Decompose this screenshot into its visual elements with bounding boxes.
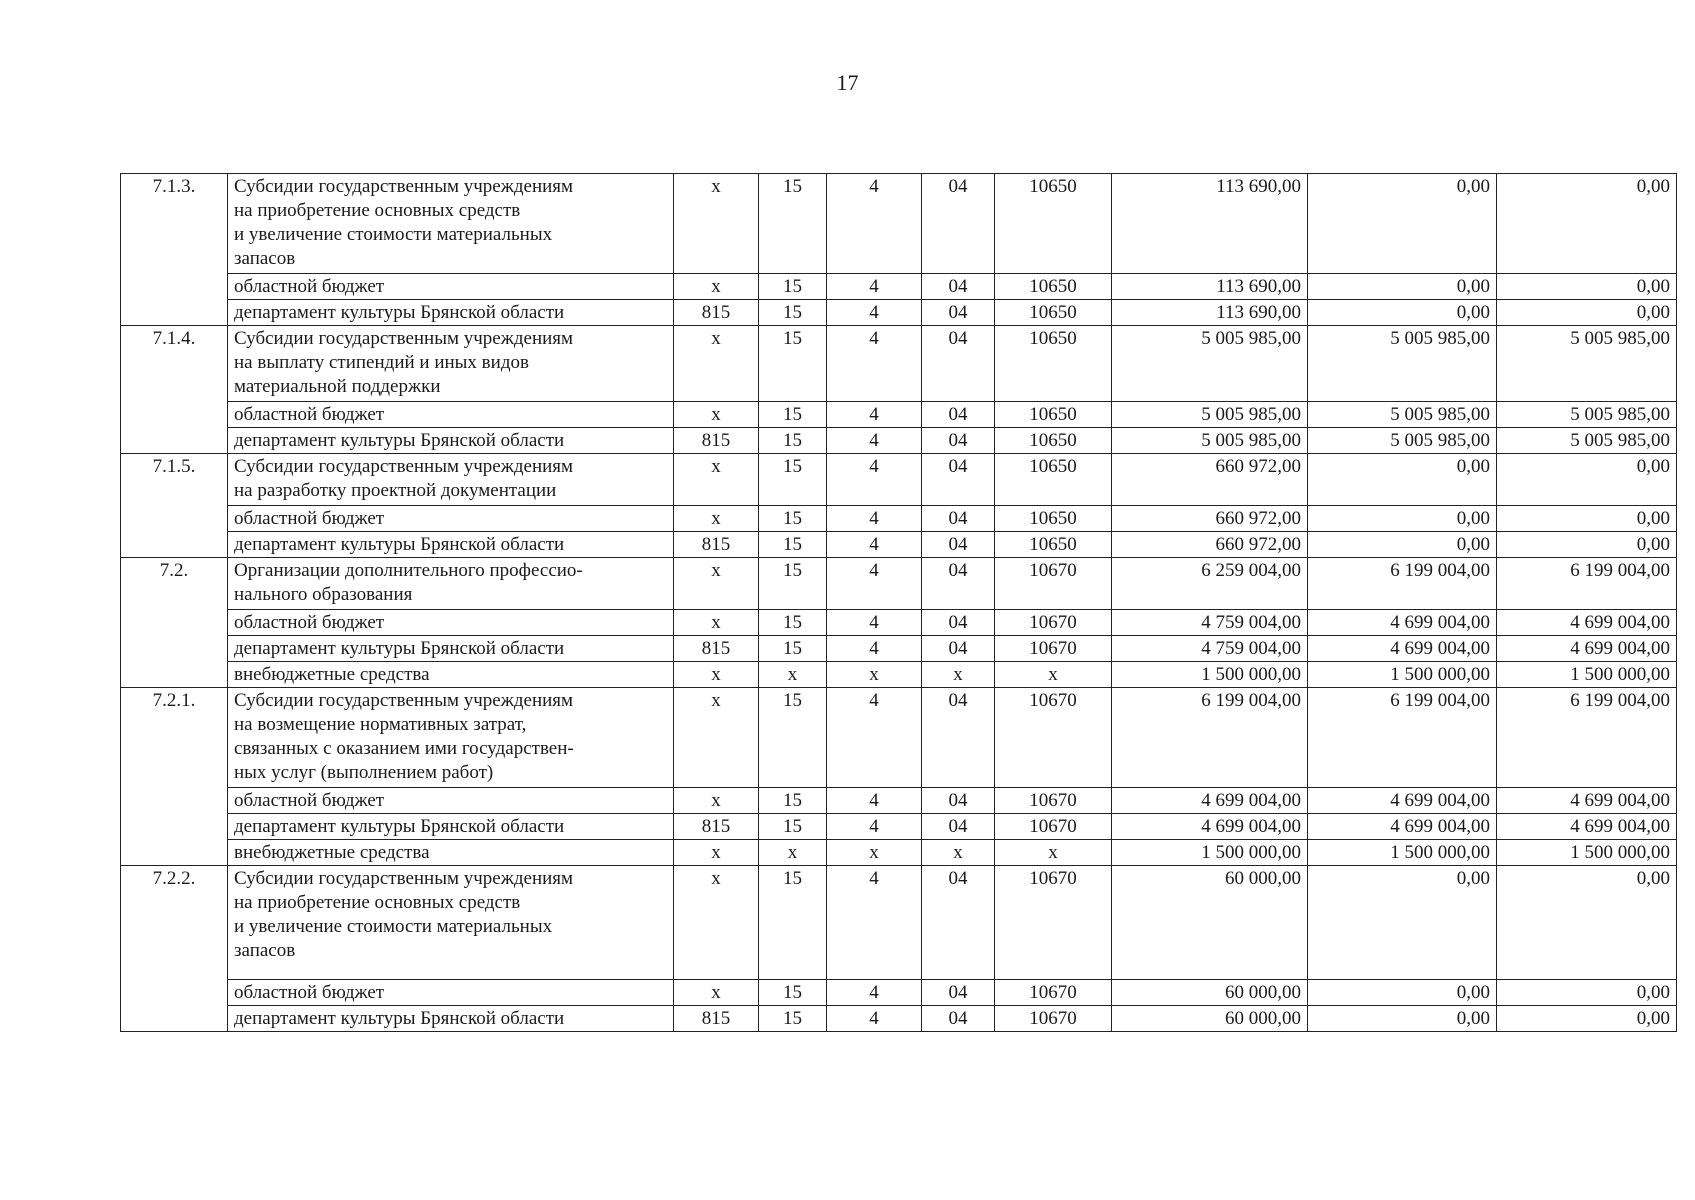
code-subprogram: 4 xyxy=(827,788,922,814)
code-section: 04 xyxy=(922,532,995,558)
amount-year-3: 5 005 985,00 xyxy=(1497,326,1677,402)
code-direction: 10650 xyxy=(995,454,1112,506)
code-subprogram: 4 xyxy=(827,274,922,300)
table-row xyxy=(121,402,1677,428)
amount-year-2: 4 699 004,00 xyxy=(1308,610,1497,636)
row-name: Организации дополнительного профессио- нального образования xyxy=(228,558,674,610)
code-section: 04 xyxy=(922,558,995,610)
amount-year-3: 0,00 xyxy=(1497,300,1677,326)
row-name: департамент культуры Брянской области xyxy=(228,428,674,454)
table-row xyxy=(121,428,1677,454)
amount-year-2: 0,00 xyxy=(1308,300,1497,326)
code-section: 04 xyxy=(922,788,995,814)
row-name: Субсидии государственным учреждениям на приобретение основных средств и увеличение стоимости материальных запасов xyxy=(228,174,674,274)
amount-year-3: 0,00 xyxy=(1497,866,1677,980)
row-name: Субсидии государственным учреждениям на разработку проектной документации xyxy=(228,454,674,506)
code-ministry: х xyxy=(674,980,759,1006)
table-row xyxy=(121,814,1677,840)
code-subprogram: 4 xyxy=(827,402,922,428)
code-program: 15 xyxy=(759,532,827,558)
amount-year-1: 60 000,00 xyxy=(1112,1006,1308,1032)
amount-year-3: 4 699 004,00 xyxy=(1497,610,1677,636)
code-section: 04 xyxy=(922,814,995,840)
amount-year-2: 5 005 985,00 xyxy=(1308,428,1497,454)
table-row xyxy=(121,788,1677,814)
code-program: 15 xyxy=(759,866,827,980)
table-row xyxy=(121,840,1677,866)
table-row xyxy=(121,558,1677,610)
amount-year-2: 6 199 004,00 xyxy=(1308,558,1497,610)
code-ministry: х xyxy=(674,688,759,788)
code-section: 04 xyxy=(922,688,995,788)
amount-year-2: 4 699 004,00 xyxy=(1308,788,1497,814)
code-subprogram: 4 xyxy=(827,688,922,788)
code-subprogram: 4 xyxy=(827,866,922,980)
amount-year-3: 1 500 000,00 xyxy=(1497,662,1677,688)
code-section: 04 xyxy=(922,454,995,506)
amount-year-2: 0,00 xyxy=(1308,274,1497,300)
table-row xyxy=(121,636,1677,662)
amount-year-3: 0,00 xyxy=(1497,454,1677,506)
code-subprogram: 4 xyxy=(827,454,922,506)
code-program: 15 xyxy=(759,174,827,274)
item-number: 7.1.3. xyxy=(121,174,228,326)
row-name: Субсидии государственным учреждениям на выплату стипендий и иных видов материальной поддержки xyxy=(228,326,674,402)
item-number: 7.2. xyxy=(121,558,228,688)
amount-year-1: 60 000,00 xyxy=(1112,980,1308,1006)
code-program: х xyxy=(759,662,827,688)
code-section: 04 xyxy=(922,326,995,402)
code-ministry: х xyxy=(674,506,759,532)
amount-year-3: 0,00 xyxy=(1497,1006,1677,1032)
amount-year-1: 660 972,00 xyxy=(1112,454,1308,506)
code-ministry: х xyxy=(674,866,759,980)
row-name: Субсидии государственным учреждениям на приобретение основных средств и увеличение стоимости материальных запасов xyxy=(228,866,674,980)
row-name: областной бюджет xyxy=(228,980,674,1006)
code-ministry: 815 xyxy=(674,300,759,326)
code-direction: 10650 xyxy=(995,402,1112,428)
amount-year-1: 660 972,00 xyxy=(1112,532,1308,558)
code-ministry: х xyxy=(674,326,759,402)
table-row xyxy=(121,866,1677,980)
code-ministry: 815 xyxy=(674,814,759,840)
item-number: 7.2.1. xyxy=(121,688,228,866)
amount-year-2: 6 199 004,00 xyxy=(1308,688,1497,788)
code-subprogram: 4 xyxy=(827,558,922,610)
amount-year-1: 60 000,00 xyxy=(1112,866,1308,980)
amount-year-2: 1 500 000,00 xyxy=(1308,840,1497,866)
amount-year-1: 4 759 004,00 xyxy=(1112,636,1308,662)
code-ministry: х xyxy=(674,558,759,610)
code-ministry: 815 xyxy=(674,428,759,454)
row-name: внебюджетные средства xyxy=(228,662,674,688)
code-direction: 10650 xyxy=(995,428,1112,454)
budget-table xyxy=(120,173,1677,1032)
row-name: департамент культуры Брянской области xyxy=(228,814,674,840)
code-section: 04 xyxy=(922,1006,995,1032)
table-row xyxy=(121,300,1677,326)
code-program: 15 xyxy=(759,300,827,326)
code-subprogram: 4 xyxy=(827,326,922,402)
amount-year-2: 4 699 004,00 xyxy=(1308,814,1497,840)
amount-year-1: 4 699 004,00 xyxy=(1112,814,1308,840)
table-body xyxy=(121,174,1677,1032)
code-subprogram: 4 xyxy=(827,428,922,454)
code-section: 04 xyxy=(922,506,995,532)
code-section: 04 xyxy=(922,980,995,1006)
code-section: 04 xyxy=(922,866,995,980)
row-name: внебюджетные средства xyxy=(228,840,674,866)
amount-year-1: 113 690,00 xyxy=(1112,174,1308,274)
code-direction: 10670 xyxy=(995,980,1112,1006)
item-number: 7.2.2. xyxy=(121,866,228,1032)
amount-year-3: 5 005 985,00 xyxy=(1497,402,1677,428)
code-ministry: 815 xyxy=(674,1006,759,1032)
code-direction: 10670 xyxy=(995,558,1112,610)
row-name: департамент культуры Брянской области xyxy=(228,532,674,558)
row-name: областной бюджет xyxy=(228,788,674,814)
code-direction: 10670 xyxy=(995,688,1112,788)
code-section: 04 xyxy=(922,636,995,662)
code-subprogram: х xyxy=(827,662,922,688)
row-name: департамент культуры Брянской области xyxy=(228,636,674,662)
code-program: х xyxy=(759,840,827,866)
code-subprogram: 4 xyxy=(827,506,922,532)
code-subprogram: х xyxy=(827,840,922,866)
code-ministry: х xyxy=(674,610,759,636)
code-program: 15 xyxy=(759,454,827,506)
code-program: 15 xyxy=(759,688,827,788)
table-row xyxy=(121,662,1677,688)
code-program: 15 xyxy=(759,1006,827,1032)
code-ministry: х xyxy=(674,402,759,428)
code-direction: 10670 xyxy=(995,788,1112,814)
amount-year-3: 1 500 000,00 xyxy=(1497,840,1677,866)
code-ministry: 815 xyxy=(674,636,759,662)
code-direction: 10650 xyxy=(995,174,1112,274)
amount-year-3: 4 699 004,00 xyxy=(1497,788,1677,814)
code-program: 15 xyxy=(759,788,827,814)
code-ministry: х xyxy=(674,454,759,506)
code-ministry: х xyxy=(674,788,759,814)
code-ministry: х xyxy=(674,174,759,274)
code-section: 04 xyxy=(922,402,995,428)
code-subprogram: 4 xyxy=(827,1006,922,1032)
code-program: 15 xyxy=(759,814,827,840)
item-number: 7.1.5. xyxy=(121,454,228,558)
amount-year-2: 1 500 000,00 xyxy=(1308,662,1497,688)
amount-year-2: 0,00 xyxy=(1308,454,1497,506)
code-direction: 10650 xyxy=(995,532,1112,558)
code-direction: 10670 xyxy=(995,866,1112,980)
code-program: 15 xyxy=(759,980,827,1006)
code-program: 15 xyxy=(759,402,827,428)
amount-year-2: 0,00 xyxy=(1308,866,1497,980)
row-name: областной бюджет xyxy=(228,610,674,636)
amount-year-3: 4 699 004,00 xyxy=(1497,636,1677,662)
amount-year-1: 6 199 004,00 xyxy=(1112,688,1308,788)
amount-year-3: 4 699 004,00 xyxy=(1497,814,1677,840)
row-name: департамент культуры Брянской области xyxy=(228,300,674,326)
amount-year-3: 0,00 xyxy=(1497,274,1677,300)
code-direction: 10650 xyxy=(995,300,1112,326)
row-name: областной бюджет xyxy=(228,274,674,300)
code-program: 15 xyxy=(759,428,827,454)
table-row xyxy=(121,274,1677,300)
amount-year-1: 113 690,00 xyxy=(1112,300,1308,326)
code-subprogram: 4 xyxy=(827,532,922,558)
table-row xyxy=(121,610,1677,636)
amount-year-2: 0,00 xyxy=(1308,174,1497,274)
amount-year-2: 0,00 xyxy=(1308,532,1497,558)
code-section: 04 xyxy=(922,428,995,454)
code-subprogram: 4 xyxy=(827,174,922,274)
code-section: 04 xyxy=(922,300,995,326)
code-subprogram: 4 xyxy=(827,300,922,326)
code-direction: 10650 xyxy=(995,506,1112,532)
code-program: 15 xyxy=(759,636,827,662)
amount-year-1: 660 972,00 xyxy=(1112,506,1308,532)
code-direction: х xyxy=(995,840,1112,866)
amount-year-1: 5 005 985,00 xyxy=(1112,428,1308,454)
code-program: 15 xyxy=(759,326,827,402)
amount-year-3: 5 005 985,00 xyxy=(1497,428,1677,454)
code-program: 15 xyxy=(759,558,827,610)
amount-year-3: 6 199 004,00 xyxy=(1497,688,1677,788)
amount-year-2: 0,00 xyxy=(1308,1006,1497,1032)
table-row xyxy=(121,980,1677,1006)
code-program: 15 xyxy=(759,610,827,636)
code-program: 15 xyxy=(759,274,827,300)
item-number: 7.1.4. xyxy=(121,326,228,454)
code-direction: 10670 xyxy=(995,610,1112,636)
amount-year-1: 4 759 004,00 xyxy=(1112,610,1308,636)
code-section: 04 xyxy=(922,274,995,300)
table-row xyxy=(121,1006,1677,1032)
amount-year-2: 0,00 xyxy=(1308,980,1497,1006)
table-row xyxy=(121,454,1677,506)
code-section: х xyxy=(922,840,995,866)
code-subprogram: 4 xyxy=(827,610,922,636)
code-section: 04 xyxy=(922,174,995,274)
code-subprogram: 4 xyxy=(827,980,922,1006)
amount-year-3: 0,00 xyxy=(1497,980,1677,1006)
amount-year-3: 0,00 xyxy=(1497,506,1677,532)
amount-year-2: 5 005 985,00 xyxy=(1308,402,1497,428)
amount-year-2: 0,00 xyxy=(1308,506,1497,532)
table-row xyxy=(121,688,1677,788)
table-row xyxy=(121,326,1677,402)
amount-year-1: 5 005 985,00 xyxy=(1112,326,1308,402)
code-direction: х xyxy=(995,662,1112,688)
amount-year-1: 6 259 004,00 xyxy=(1112,558,1308,610)
amount-year-3: 0,00 xyxy=(1497,174,1677,274)
code-ministry: х xyxy=(674,662,759,688)
table-row xyxy=(121,506,1677,532)
page-number: 17 xyxy=(836,70,859,95)
code-direction: 10670 xyxy=(995,814,1112,840)
row-name: областной бюджет xyxy=(228,506,674,532)
table-row xyxy=(121,174,1677,274)
row-name: областной бюджет xyxy=(228,402,674,428)
code-program: 15 xyxy=(759,506,827,532)
code-ministry: 815 xyxy=(674,532,759,558)
amount-year-1: 4 699 004,00 xyxy=(1112,788,1308,814)
amount-year-1: 5 005 985,00 xyxy=(1112,402,1308,428)
code-direction: 10650 xyxy=(995,274,1112,300)
row-name: департамент культуры Брянской области xyxy=(228,1006,674,1032)
amount-year-2: 5 005 985,00 xyxy=(1308,326,1497,402)
amount-year-1: 1 500 000,00 xyxy=(1112,662,1308,688)
amount-year-3: 6 199 004,00 xyxy=(1497,558,1677,610)
amount-year-1: 1 500 000,00 xyxy=(1112,840,1308,866)
code-subprogram: 4 xyxy=(827,636,922,662)
code-ministry: х xyxy=(674,274,759,300)
code-ministry: х xyxy=(674,840,759,866)
code-direction: 10670 xyxy=(995,1006,1112,1032)
row-name: Субсидии государственным учреждениям на возмещение нормативных затрат, связанных с оказанием ими государствен- ных услуг (выполнением работ) xyxy=(228,688,674,788)
amount-year-1: 113 690,00 xyxy=(1112,274,1308,300)
code-direction: 10670 xyxy=(995,636,1112,662)
table-row xyxy=(121,532,1677,558)
code-subprogram: 4 xyxy=(827,814,922,840)
amount-year-2: 4 699 004,00 xyxy=(1308,636,1497,662)
code-section: х xyxy=(922,662,995,688)
amount-year-3: 0,00 xyxy=(1497,532,1677,558)
code-direction: 10650 xyxy=(995,326,1112,402)
code-section: 04 xyxy=(922,610,995,636)
